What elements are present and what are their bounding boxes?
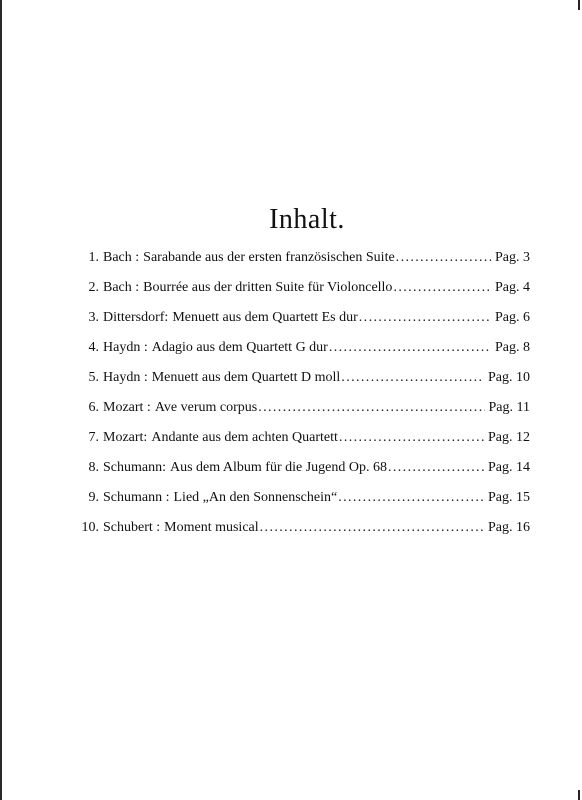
dot-leader <box>258 399 484 417</box>
scan-edge-right-top <box>578 0 580 10</box>
entry-title: Lied „An den Sonnenschein“ <box>173 490 338 505</box>
entry-composer: Haydn : <box>103 340 148 355</box>
toc-entry-5 <box>76 369 530 399</box>
dot-leader <box>393 279 491 297</box>
entry-number: 7. <box>88 430 99 445</box>
entry-number: 2. <box>88 280 99 295</box>
entry-composer: Dittersdorf: <box>103 310 169 325</box>
toc-entry-6 <box>76 399 530 429</box>
entry-page: Pag. 4 <box>495 280 530 295</box>
entry-number: 3. <box>88 310 99 325</box>
entry-composer: Haydn : <box>103 370 148 385</box>
dot-leader <box>388 459 484 477</box>
toc-entry-8 <box>76 459 530 489</box>
entry-page: Pag. 11 <box>488 400 530 415</box>
entry-composer: Schubert : <box>103 520 161 535</box>
entry-page: Pag. 3 <box>495 250 530 265</box>
dot-leader <box>329 339 491 357</box>
entry-composer: Schumann: <box>103 460 166 475</box>
dot-leader <box>339 429 484 447</box>
entry-page: Pag. 16 <box>488 520 530 535</box>
entry-number: 9. <box>88 490 99 505</box>
entry-composer: Bach : <box>103 250 140 265</box>
entry-number: 8. <box>88 460 99 475</box>
scan-edge-right-bottom <box>578 790 580 800</box>
entry-composer: Mozart : <box>103 400 151 415</box>
entry-title: Moment musical <box>164 520 259 535</box>
entry-title: Menuett aus dem Quartett D moll <box>151 370 341 385</box>
entry-page: Pag. 15 <box>488 490 530 505</box>
entry-number: 1. <box>88 250 99 265</box>
entry-title: Ave verum corpus <box>154 400 258 415</box>
entry-composer: Bach : <box>103 280 140 295</box>
entry-title: Andante aus dem achten Quartett <box>151 430 338 445</box>
dot-leader <box>260 519 484 537</box>
toc-entry-1 <box>76 249 530 279</box>
entry-page: Pag. 12 <box>488 430 530 445</box>
entry-composer: Mozart: <box>103 430 148 445</box>
dot-leader <box>359 309 491 327</box>
entry-page: Pag. 14 <box>488 460 530 475</box>
entry-number: 6. <box>88 400 99 415</box>
table-of-contents <box>76 249 530 549</box>
entry-number: 10. <box>81 520 99 535</box>
entry-page: Pag. 6 <box>495 310 530 325</box>
entry-title: Adagio aus dem Quartett G dur <box>151 340 328 355</box>
toc-entry-9 <box>76 489 530 519</box>
toc-entry-3 <box>76 309 530 339</box>
entry-page: Pag. 10 <box>488 370 530 385</box>
toc-entry-7 <box>76 429 530 459</box>
entry-title: Sarabande aus der ersten französischen Suite <box>143 250 395 265</box>
dot-leader <box>341 369 484 387</box>
entry-title: Bourrée aus der dritten Suite für Violoncello <box>143 280 393 295</box>
entry-title: Menuett aus dem Quartett Es dur <box>172 310 358 325</box>
entry-page: Pag. 8 <box>495 340 530 355</box>
dot-leader <box>338 489 484 507</box>
entry-number: 4. <box>88 340 99 355</box>
scan-edge-left <box>0 0 2 800</box>
toc-entry-4 <box>76 339 530 369</box>
entry-title: Aus dem Album für die Jugend Op. 68 <box>170 460 387 475</box>
toc-entry-10 <box>76 519 530 549</box>
toc-entry-2 <box>76 279 530 309</box>
entry-number: 5. <box>88 370 99 385</box>
entry-composer: Schumann : <box>103 490 170 505</box>
dot-leader <box>396 249 491 267</box>
page-title: Inhalt. <box>269 203 345 235</box>
